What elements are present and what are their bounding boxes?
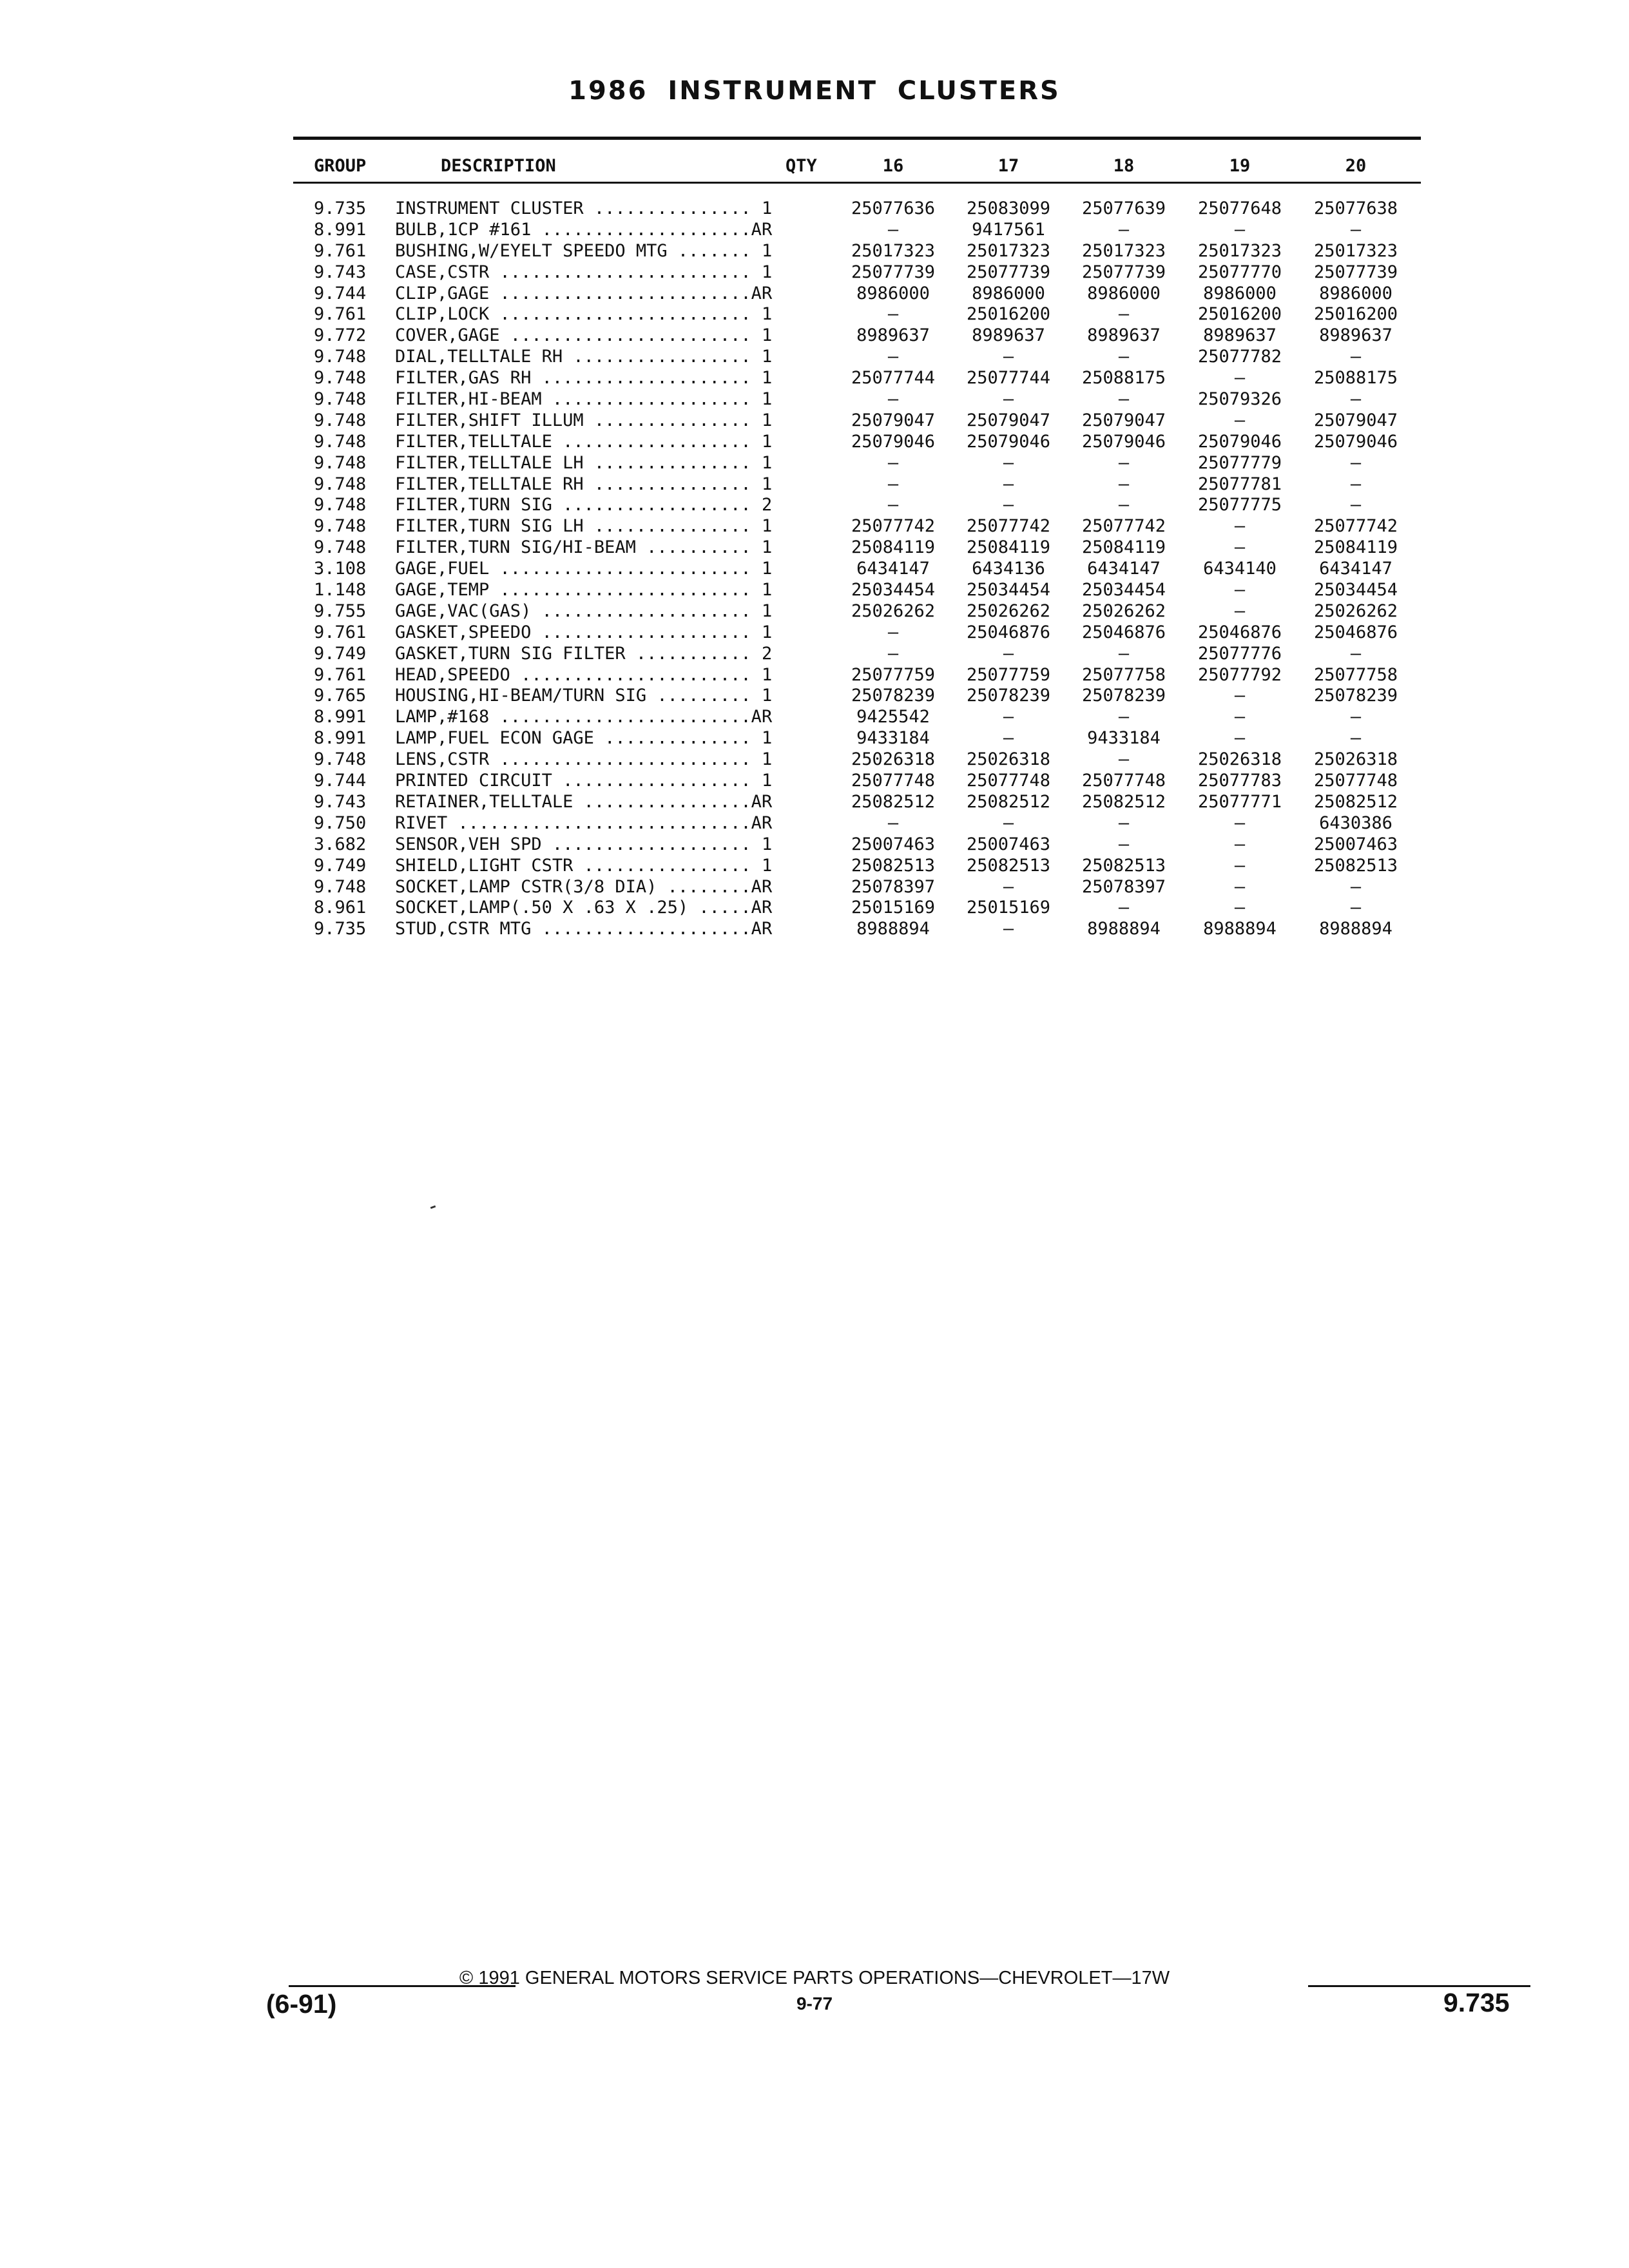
row-part-number-16: 25084119	[851, 537, 936, 558]
row-part-number-19: 25077792	[1197, 664, 1282, 685]
row-description: CLIP,LOCK ........................ 1	[395, 304, 773, 325]
row-group-code: 9.744	[314, 283, 367, 303]
row-part-number-18: —	[1118, 347, 1130, 367]
row-part-number-17: —	[1003, 812, 1014, 833]
row-part-number-19: 25077770	[1197, 262, 1282, 282]
row-part-number-19: 25077648	[1197, 198, 1282, 218]
row-part-number-17: 25015169	[966, 898, 1051, 918]
row-part-number-19: —	[1234, 876, 1246, 897]
row-group-code: 9.743	[314, 262, 367, 282]
footer-section-number: 9.735	[1443, 1988, 1510, 2017]
row-group-code: 9.765	[314, 686, 367, 706]
row-part-number-16: 25026262	[851, 601, 936, 621]
row-description: SOCKET,LAMP(.50 X .63 X .25) .....AR	[395, 898, 773, 918]
row-part-number-19: 25077779	[1197, 452, 1282, 473]
row-part-number-19: —	[1234, 855, 1246, 876]
table-row	[0, 516, 1629, 537]
row-group-code: 9.744	[314, 771, 367, 791]
row-part-number-19: —	[1234, 898, 1246, 918]
table-row	[0, 622, 1629, 644]
row-group-code: 9.743	[314, 791, 367, 812]
row-description: FILTER,TELLTALE LH ............... 1	[395, 452, 773, 473]
row-part-number-19: —	[1234, 368, 1246, 389]
row-part-number-19: —	[1234, 537, 1246, 558]
row-part-number-19: —	[1234, 219, 1246, 240]
row-part-number-19: —	[1234, 410, 1246, 430]
row-part-number-17: 25077744	[966, 368, 1051, 389]
row-description: LAMP,#168 ........................AR	[395, 707, 773, 727]
row-part-number-20: —	[1350, 452, 1362, 473]
row-part-number-16: 25015169	[851, 898, 936, 918]
row-part-number-19: —	[1234, 601, 1246, 621]
row-description: RIVET ............................AR	[395, 812, 773, 833]
header-group: GROUP	[314, 156, 367, 176]
row-part-number-17: 25016200	[966, 304, 1051, 325]
row-part-number-20: 25017323	[1313, 240, 1398, 261]
table-row	[0, 919, 1629, 940]
row-part-number-16: 8988894	[856, 919, 930, 939]
row-description: HEAD,SPEEDO ...................... 1	[395, 664, 773, 685]
row-part-number-17: 6434136	[972, 559, 1045, 579]
row-description: PRINTED CIRCUIT .................. 1	[395, 771, 773, 791]
row-part-number-17: 25079046	[966, 431, 1051, 452]
row-part-number-18: —	[1118, 495, 1130, 515]
row-part-number-17: 25077742	[966, 516, 1051, 537]
table-row	[0, 389, 1629, 410]
header-col-20: 20	[1345, 156, 1367, 176]
parts-table-body	[0, 198, 1629, 940]
row-part-number-17: 25026262	[966, 601, 1051, 621]
row-part-number-17: —	[1003, 643, 1014, 664]
row-description: DIAL,TELLTALE RH ................. 1	[395, 347, 773, 367]
row-part-number-18: 25026262	[1081, 601, 1166, 621]
row-part-number-17: 25079047	[966, 410, 1051, 430]
row-part-number-18: —	[1118, 304, 1130, 325]
row-part-number-19: 25077775	[1197, 495, 1282, 515]
row-part-number-19: —	[1234, 834, 1246, 854]
table-row	[0, 241, 1629, 262]
row-part-number-17: 25046876	[966, 622, 1051, 642]
row-part-number-19: 25077781	[1197, 474, 1282, 494]
header-col-19: 19	[1229, 156, 1251, 176]
row-part-number-19: 25079326	[1197, 389, 1282, 410]
row-part-number-17: —	[1003, 389, 1014, 410]
row-group-code: 9.735	[314, 919, 367, 939]
table-row	[0, 601, 1629, 622]
row-group-code: 3.682	[314, 834, 367, 854]
row-part-number-19: 25077783	[1197, 771, 1282, 791]
row-part-number-16: 25026318	[851, 749, 936, 770]
row-part-number-20: 25079047	[1313, 410, 1398, 430]
row-group-code: 9.748	[314, 368, 367, 389]
row-part-number-20: 25088175	[1313, 368, 1398, 389]
header-description: DESCRIPTION	[441, 156, 556, 176]
row-part-number-16: 25079046	[851, 431, 936, 452]
row-part-number-20: 25034454	[1313, 580, 1398, 601]
row-part-number-18: 25079047	[1081, 410, 1166, 430]
row-description: FILTER,TURN SIG .................. 2	[395, 495, 773, 515]
table-row	[0, 453, 1629, 474]
table-row	[0, 347, 1629, 368]
row-part-number-19: 8988894	[1203, 919, 1277, 939]
row-part-number-17: 25082512	[966, 791, 1051, 812]
row-description: GASKET,SPEEDO .................... 1	[395, 622, 773, 642]
row-group-code: 9.761	[314, 664, 367, 685]
row-part-number-17: 9417561	[972, 219, 1045, 240]
row-group-code: 8.961	[314, 898, 367, 918]
header-bottom-rule	[293, 182, 1421, 184]
row-description: FILTER,HI-BEAM ................... 1	[395, 389, 773, 410]
row-group-code: 9.748	[314, 410, 367, 430]
row-part-number-16: —	[887, 452, 899, 473]
row-part-number-20: 6434147	[1319, 559, 1393, 579]
row-group-code: 9.761	[314, 622, 367, 642]
row-part-number-20: —	[1350, 219, 1362, 240]
row-part-number-19: 25026318	[1197, 749, 1282, 770]
row-description: CLIP,GAGE ........................AR	[395, 283, 773, 303]
row-part-number-20: —	[1350, 728, 1362, 749]
row-description: COVER,GAGE ....................... 1	[395, 325, 773, 346]
table-row	[0, 813, 1629, 834]
table-row	[0, 495, 1629, 516]
footer-date: (6-91)	[266, 1989, 337, 2019]
row-part-number-19: 25046876	[1197, 622, 1282, 642]
row-part-number-17: —	[1003, 707, 1014, 727]
row-part-number-19: —	[1234, 728, 1246, 749]
row-group-code: 9.748	[314, 347, 367, 367]
row-part-number-17: 8989637	[972, 325, 1045, 346]
row-part-number-18: 25017323	[1081, 240, 1166, 261]
row-part-number-16: —	[887, 622, 899, 642]
row-part-number-16: 25077742	[851, 516, 936, 537]
row-part-number-20: —	[1350, 474, 1362, 494]
row-part-number-17: 8986000	[972, 283, 1045, 303]
row-part-number-20: 25077758	[1313, 664, 1398, 685]
row-part-number-16: —	[887, 495, 899, 515]
row-part-number-20: 25082512	[1313, 791, 1398, 812]
table-row	[0, 410, 1629, 432]
row-part-number-16: 25079047	[851, 410, 936, 430]
table-row	[0, 877, 1629, 898]
row-part-number-18: 25084119	[1081, 537, 1166, 558]
table-row	[0, 856, 1629, 877]
row-description: SHIELD,LIGHT CSTR ................ 1	[395, 855, 773, 876]
row-group-code: 9.748	[314, 431, 367, 452]
row-part-number-16: 25082513	[851, 855, 936, 876]
row-description: FILTER,TELLTALE .................. 1	[395, 431, 773, 452]
table-row	[0, 898, 1629, 919]
table-header	[0, 156, 1629, 178]
row-group-code: 9.755	[314, 601, 367, 621]
table-row	[0, 284, 1629, 305]
row-part-number-16: 25078239	[851, 686, 936, 706]
row-group-code: 9.748	[314, 474, 367, 494]
table-row	[0, 834, 1629, 856]
row-part-number-20: 25077742	[1313, 516, 1398, 537]
row-part-number-20: —	[1350, 876, 1362, 897]
row-part-number-20: —	[1350, 707, 1362, 727]
row-part-number-17: 25078239	[966, 686, 1051, 706]
row-part-number-16: 25017323	[851, 240, 936, 261]
row-part-number-18: 6434147	[1087, 559, 1161, 579]
row-group-code: 9.748	[314, 495, 367, 515]
row-part-number-17: 25034454	[966, 580, 1051, 601]
row-part-number-19: —	[1234, 707, 1246, 727]
table-row	[0, 771, 1629, 792]
row-part-number-17: 25007463	[966, 834, 1051, 854]
row-group-code: 9.748	[314, 516, 367, 537]
row-part-number-18: 8988894	[1087, 919, 1161, 939]
row-part-number-19: 25079046	[1197, 431, 1282, 452]
row-part-number-18: 25077639	[1081, 198, 1166, 218]
row-description: LENS,CSTR ........................ 1	[395, 749, 773, 770]
row-part-number-18: —	[1118, 643, 1130, 664]
row-part-number-18: 9433184	[1087, 728, 1161, 749]
row-part-number-19: 25077771	[1197, 791, 1282, 812]
table-row	[0, 325, 1629, 347]
row-group-code: 9.735	[314, 198, 367, 218]
row-part-number-17: —	[1003, 452, 1014, 473]
row-part-number-16: —	[887, 347, 899, 367]
row-part-number-19: 6434140	[1203, 559, 1277, 579]
row-part-number-18: 25077742	[1081, 516, 1166, 537]
table-row	[0, 220, 1629, 241]
row-part-number-16: 25007463	[851, 834, 936, 854]
row-part-number-16: —	[887, 389, 899, 410]
row-part-number-17: 25077759	[966, 664, 1051, 685]
row-part-number-17: —	[1003, 728, 1014, 749]
row-part-number-16: —	[887, 219, 899, 240]
row-description: HOUSING,HI-BEAM/TURN SIG ......... 1	[395, 686, 773, 706]
row-part-number-16: 25034454	[851, 580, 936, 601]
row-part-number-20: —	[1350, 495, 1362, 515]
row-part-number-20: 25007463	[1313, 834, 1398, 854]
scan-speck	[430, 1206, 436, 1209]
row-part-number-20: 25079046	[1313, 431, 1398, 452]
row-group-code: 8.991	[314, 728, 367, 749]
row-part-number-18: —	[1118, 749, 1130, 770]
row-part-number-18: 25078239	[1081, 686, 1166, 706]
row-part-number-20: 25077748	[1313, 771, 1398, 791]
row-part-number-18: —	[1118, 389, 1130, 410]
row-part-number-16: 8986000	[856, 283, 930, 303]
row-description: FILTER,GAS RH .................... 1	[395, 368, 773, 389]
row-part-number-18: —	[1118, 898, 1130, 918]
row-part-number-16: 8989637	[856, 325, 930, 346]
row-part-number-20: 25026318	[1313, 749, 1398, 770]
row-group-code: 8.991	[314, 707, 367, 727]
row-description: BULB,1CP #161 ....................AR	[395, 219, 773, 240]
row-part-number-19: 8986000	[1203, 283, 1277, 303]
page-title: 1986 INSTRUMENT CLUSTERS	[568, 76, 1061, 106]
row-part-number-17: 25026318	[966, 749, 1051, 770]
row-part-number-17: 25077739	[966, 262, 1051, 282]
row-part-number-19: —	[1234, 516, 1246, 537]
row-group-code: 9.748	[314, 389, 367, 410]
row-part-number-18: 25077748	[1081, 771, 1166, 791]
table-row	[0, 644, 1629, 665]
row-group-code: 9.748	[314, 537, 367, 558]
row-part-number-18: 25082512	[1081, 791, 1166, 812]
row-part-number-18: —	[1118, 834, 1130, 854]
table-row	[0, 262, 1629, 284]
row-part-number-16: —	[887, 474, 899, 494]
row-part-number-18: 25088175	[1081, 368, 1166, 389]
row-description: FILTER,SHIFT ILLUM ............... 1	[395, 410, 773, 430]
row-description: CASE,CSTR ........................ 1	[395, 262, 773, 282]
header-col-18: 18	[1113, 156, 1135, 176]
row-part-number-18: 8989637	[1087, 325, 1161, 346]
table-row	[0, 537, 1629, 559]
row-part-number-18: 25077758	[1081, 664, 1166, 685]
header-top-rule	[293, 137, 1421, 140]
row-description: LAMP,FUEL ECON GAGE .............. 1	[395, 728, 773, 749]
row-description: GAGE,VAC(GAS) .................... 1	[395, 601, 773, 621]
row-description: GAGE,FUEL ........................ 1	[395, 559, 773, 579]
row-group-code: 9.761	[314, 304, 367, 325]
table-row	[0, 749, 1629, 771]
row-part-number-18: —	[1118, 812, 1130, 833]
row-part-number-19: 25077782	[1197, 347, 1282, 367]
row-part-number-16: 6434147	[856, 559, 930, 579]
row-part-number-18: 25077739	[1081, 262, 1166, 282]
row-group-code: 9.748	[314, 452, 367, 473]
row-part-number-18: —	[1118, 452, 1130, 473]
row-description: SOCKET,LAMP CSTR(3/8 DIA) ........AR	[395, 876, 773, 897]
row-description: FILTER,TURN SIG LH ............... 1	[395, 516, 773, 537]
row-part-number-20: 25026262	[1313, 601, 1398, 621]
row-part-number-16: 25077739	[851, 262, 936, 282]
row-part-number-19: —	[1234, 686, 1246, 706]
table-row	[0, 368, 1629, 389]
row-part-number-16: 25078397	[851, 876, 936, 897]
row-description: FILTER,TURN SIG/HI-BEAM .......... 1	[395, 537, 773, 558]
row-part-number-20: 8989637	[1319, 325, 1393, 346]
row-group-code: 9.761	[314, 240, 367, 261]
row-group-code: 3.108	[314, 559, 367, 579]
row-part-number-20: 25078239	[1313, 686, 1398, 706]
row-part-number-20: 25046876	[1313, 622, 1398, 642]
footer-page-number: 9-77	[796, 1994, 833, 2013]
row-part-number-18: 8986000	[1087, 283, 1161, 303]
footer-rule-right	[1308, 1985, 1530, 1987]
row-description: BUSHING,W/EYELT SPEEDO MTG ....... 1	[395, 240, 773, 261]
row-part-number-16: —	[887, 812, 899, 833]
row-part-number-16: 25082512	[851, 791, 936, 812]
row-part-number-20: —	[1350, 643, 1362, 664]
row-part-number-17: —	[1003, 876, 1014, 897]
row-description: STUD,CSTR MTG ....................AR	[395, 919, 773, 939]
row-part-number-20: 25077739	[1313, 262, 1398, 282]
row-part-number-17: 25083099	[966, 198, 1051, 218]
row-part-number-20: —	[1350, 347, 1362, 367]
row-part-number-20: 25077638	[1313, 198, 1398, 218]
row-part-number-18: 25078397	[1081, 876, 1166, 897]
row-description: GASKET,TURN SIG FILTER ........... 2	[395, 643, 773, 664]
header-qty: QTY	[786, 156, 817, 176]
row-group-code: 9.748	[314, 749, 367, 770]
row-part-number-20: 8988894	[1319, 919, 1393, 939]
table-row	[0, 707, 1629, 728]
table-row	[0, 304, 1629, 325]
row-group-code: 9.748	[314, 876, 367, 897]
row-part-number-16: 9425542	[856, 707, 930, 727]
row-part-number-16: —	[887, 304, 899, 325]
row-part-number-18: 25046876	[1081, 622, 1166, 642]
row-part-number-18: 25079046	[1081, 431, 1166, 452]
row-part-number-19: 25017323	[1197, 240, 1282, 261]
row-description: INSTRUMENT CLUSTER ............... 1	[395, 198, 773, 218]
table-row	[0, 474, 1629, 495]
header-col-17: 17	[998, 156, 1019, 176]
row-part-number-18: —	[1118, 474, 1130, 494]
row-part-number-19: —	[1234, 812, 1246, 833]
row-part-number-16: 25077744	[851, 368, 936, 389]
row-part-number-17: 25077748	[966, 771, 1051, 791]
row-description: SENSOR,VEH SPD ................... 1	[395, 834, 773, 854]
row-part-number-20: 25082513	[1313, 855, 1398, 876]
row-part-number-17: —	[1003, 919, 1014, 939]
row-part-number-20: 25084119	[1313, 537, 1398, 558]
row-part-number-17: —	[1003, 474, 1014, 494]
row-part-number-16: —	[887, 643, 899, 664]
row-part-number-17: 25082513	[966, 855, 1051, 876]
row-group-code: 1.148	[314, 580, 367, 601]
row-part-number-16: 25077759	[851, 664, 936, 685]
row-group-code: 9.749	[314, 855, 367, 876]
row-part-number-20: —	[1350, 389, 1362, 410]
row-group-code: 8.991	[314, 219, 367, 240]
row-part-number-20: 8986000	[1319, 283, 1393, 303]
row-part-number-19: 25077776	[1197, 643, 1282, 664]
footer-copyright: © 1991 GENERAL MOTORS SERVICE PARTS OPERATIONS—CHEVROLET—17W	[459, 1968, 1170, 1988]
row-part-number-16: 25077748	[851, 771, 936, 791]
table-row	[0, 792, 1629, 813]
row-part-number-18: 25082513	[1081, 855, 1166, 876]
row-part-number-20: —	[1350, 898, 1362, 918]
row-part-number-19: 25016200	[1197, 304, 1282, 325]
table-row	[0, 728, 1629, 749]
row-group-code: 9.749	[314, 643, 367, 664]
row-part-number-16: 9433184	[856, 728, 930, 749]
table-row	[0, 665, 1629, 686]
table-row	[0, 686, 1629, 707]
row-part-number-17: 25017323	[966, 240, 1051, 261]
row-part-number-20: 6430386	[1319, 812, 1393, 833]
row-description: RETAINER,TELLTALE ................AR	[395, 791, 773, 812]
table-row	[0, 432, 1629, 453]
table-row	[0, 559, 1629, 580]
row-description: FILTER,TELLTALE RH ............... 1	[395, 474, 773, 494]
row-part-number-17: 25084119	[966, 537, 1051, 558]
header-col-16: 16	[882, 156, 904, 176]
row-part-number-19: —	[1234, 580, 1246, 601]
row-part-number-20: 25016200	[1313, 304, 1398, 325]
row-part-number-17: —	[1003, 495, 1014, 515]
table-row	[0, 198, 1629, 220]
row-group-code: 9.750	[314, 812, 367, 833]
row-part-number-18: 25034454	[1081, 580, 1166, 601]
row-part-number-16: 25077636	[851, 198, 936, 218]
table-row	[0, 580, 1629, 601]
row-part-number-18: —	[1118, 219, 1130, 240]
row-part-number-18: —	[1118, 707, 1130, 727]
row-description: GAGE,TEMP ........................ 1	[395, 580, 773, 601]
row-group-code: 9.772	[314, 325, 367, 346]
row-part-number-19: 8989637	[1203, 325, 1277, 346]
row-part-number-17: —	[1003, 347, 1014, 367]
